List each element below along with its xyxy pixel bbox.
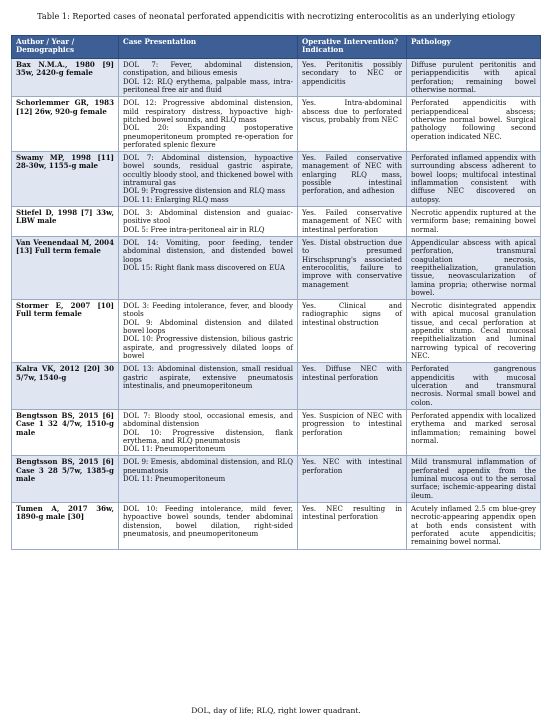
pathology-cell: Perforated inflamed appendix with surrounding abscess adherent to bowel loops; multifocal intestinal inflammation consistent with diffuse NEC discovered on autopsy. (407, 152, 541, 207)
presentation-cell (119, 207, 298, 237)
presentation-line: DOL 20: Expanding postoperative pneumoperitoneum prompted re-operation for perforated splenic flexure (123, 123, 293, 149)
table-caption: Table 1: Reported cases of neonatal perforated appendicitis with necrotizing enterocolitis as an underlying etiology (37, 11, 515, 21)
table-row (12, 152, 541, 207)
table-row (12, 207, 541, 237)
table-row (12, 363, 541, 410)
author-cell: Van Veenendaal M, 2004 [13] Full term female (12, 236, 119, 299)
presentation-cell (119, 152, 298, 207)
presentation-line: DOL 9: Progressive distension and RLQ mass (123, 186, 286, 196)
presentation-cell (119, 236, 298, 299)
intervention-cell: Yes. Suspicion of NEC with progression to intestinal perforation (298, 409, 407, 456)
table-body (12, 59, 541, 550)
pathology-cell: Diffuse purulent peritonitis and periappendicitis with apical perforation; remaining bowel otherwise normal. (407, 59, 541, 97)
table-header-row (12, 36, 541, 59)
presentation-cell (119, 59, 298, 97)
presentation-cell (119, 97, 298, 152)
presentation-line: DOL 11: Pneumoperitoneum (123, 444, 226, 454)
table-row (12, 300, 541, 363)
presentation-line: DOL 15: Right flank mass discovered on EUA (123, 262, 285, 272)
intervention-cell: Yes. Diffuse NEC with intestinal perforation (298, 363, 407, 410)
author-cell: Bax N.M.A., 1980 [9] 35w, 2420-g female (12, 59, 119, 97)
intervention-cell: Yes. Clinical and radiographic signs of intestinal obstruction (298, 300, 407, 363)
author-cell: Bengtsson BS, 2015 [6] Case 1 32 4/7w, 1510-g male (12, 409, 119, 456)
presentation-line: DOL 9: Abdominal distension and dilated bowel loops (123, 317, 293, 336)
pathology-cell: Necrotic appendix ruptured at the vermiform base; remaining bowel normal. (407, 207, 541, 237)
header-presentation: Case Presentation (119, 36, 298, 59)
header-pathology: Pathology (407, 36, 541, 59)
presentation-cell (119, 300, 298, 363)
table-row (12, 456, 541, 503)
header-intervention: Operative Intervention? Indication (298, 36, 407, 59)
intervention-cell: Yes. Distal obstruction due to presumed Hirschsprung's associated enterocolitis, failure to improve with conservative management (298, 236, 407, 299)
table-row (12, 97, 541, 152)
author-cell: Tumen A, 2017 36w, 1890-g male [30] (12, 503, 119, 550)
author-cell: Kalra VK, 2012 [20] 30 5/7w, 1540-g (12, 363, 119, 410)
presentation-line: DOL 9: Emesis, abdominal distension, and RLQ pneumatosis (123, 457, 293, 475)
presentation-line: DOL 10: Progressive distension, flank erythema, and RLQ pneumatosis (123, 427, 293, 445)
table-row (12, 59, 541, 97)
intervention-cell: Yes. NEC with intestinal perforation (298, 456, 407, 503)
presentation-line: DOL 3: Abdominal distension and guaiac-positive stool (123, 208, 293, 226)
presentation-line: DOL 7: Bloody stool, occasional emesis, and abdominal distension (123, 410, 293, 429)
pathology-cell: Acutely inflamed 2.5 cm blue-grey necrotic-appearing appendix open at both ends consistent with perforated acute appendicitis; remaining bowel normal. (407, 503, 541, 550)
cases-table (11, 35, 541, 550)
presentation-line: DOL 10: Feeding intolerance, mild fever, hypoactive bowel sounds, tender abdominal distension, bowel dilation, right-sided pneumatosis, and pneumoperitoneum (123, 504, 293, 538)
pathology-cell: Necrotic disintegrated appendix with apical mucosal granulation tissue, and cecal perforation at appendix stump. Cecal mucosal reepithelialization and luminal narrowing typical of recovering NEC. (407, 300, 541, 363)
table-row (12, 503, 541, 550)
pathology-cell: Mild transmural inflammation of perforated appendix from the luminal mucosa out to the serosal surface; ischemic-appearing distal ileum. (407, 456, 541, 503)
presentation-cell (119, 503, 298, 550)
table-row (12, 409, 541, 456)
intervention-cell: Yes. Intra-abdominal abscess due to perforated viscus, probably from NEC (298, 97, 407, 152)
table-row (12, 236, 541, 299)
author-cell: Swamy MP, 1998 [11] 28-30w, 1155-g male (12, 152, 119, 207)
presentation-line: DOL 3: Feeding intolerance, fever, and bloody stools (123, 301, 293, 319)
presentation-line: DOL 7: Abdominal distension, hypoactive bowel sounds, residual gastric aspirate, occultly bloody stool, and thickened bowel with intramural gas (123, 153, 293, 188)
pathology-cell: Perforated gangrenous appendicitis with mucosal ulceration and transmural necrosis. Normal small bowel and colon. (407, 363, 541, 410)
presentation-line: DOL 12: Progressive abdominal distension, mild respiratory distress, hypoactive high-pitched bowel sounds, and RLQ mass (123, 98, 293, 124)
intervention-cell: Yes. NEC resulting in intestinal perforation (298, 503, 407, 550)
pathology-cell: Perforated appendicitis with periappendiceal abscess; otherwise normal bowel. Surgical pathology following second operation indicated NEC. (407, 97, 541, 152)
header-author: Author / Year / Demographics (12, 36, 119, 59)
presentation-cell (119, 456, 298, 503)
author-cell: Bengtsson BS, 2015 [6] Case 3 28 5/7w, 1385-g male (12, 456, 119, 503)
pathology-cell: Appendicular abscess with apical perforation, transmural coagulation necrosis, reepithelialization, granulation tissue, neovascularization of lamina propria; otherwise normal bowel. (407, 236, 541, 299)
presentation-line: DOL 14: Vomiting, poor feeding, tender abdominal distension, and distended bowel loops (123, 237, 293, 264)
intervention-cell: Yes. Failed conservative management of NEC with enlarging RLQ mass, possible intestinal perforation, and adhesion (298, 152, 407, 207)
presentation-line: DOL 10: Progressive distension, bilious gastric aspirate, and progressively dilated loops of bowel (123, 334, 293, 360)
intervention-cell: Yes. Failed conservative management of NEC with intestinal perforation (298, 207, 407, 237)
author-cell: Stormer E, 2007 [10] Full term female (12, 300, 119, 363)
author-cell: Stiefel D, 1998 [7] 33w, LBW male (12, 207, 119, 237)
presentation-cell (119, 363, 298, 410)
table-footnote: DOL, day of life; RLQ, right lower quadrant. (191, 706, 361, 715)
presentation-line: DOL 13: Abdominal distension, small residual gastric aspirate, extensive pneumatosis intestinalis, and pneumoperitoneum (123, 364, 293, 390)
presentation-line: DOL 11: Pneumoperitoneum (123, 474, 226, 484)
intervention-cell: Yes. Peritonitis possibly secondary to NEC or appendicitis (298, 59, 407, 97)
presentation-line: DOL 11: Enlarging RLQ mass (123, 194, 229, 204)
presentation-line: DOL 12: RLQ erythema, palpable mass, intra-peritoneal free air and fluid (123, 76, 293, 94)
presentation-line: DOL 5: Free intra-peritoneal air in RLQ (123, 224, 265, 234)
presentation-cell (119, 409, 298, 456)
presentation-line: DOL 7: Fever, abdominal distension, constipation, and bilious emesis (123, 60, 293, 78)
pathology-cell: Perforated appendix with localized erythema and marked serosal inflammation; remaining bowel normal. (407, 409, 541, 456)
author-cell: Schorlemmer GR, 1983 [12] 26w, 920-g female (12, 97, 119, 152)
